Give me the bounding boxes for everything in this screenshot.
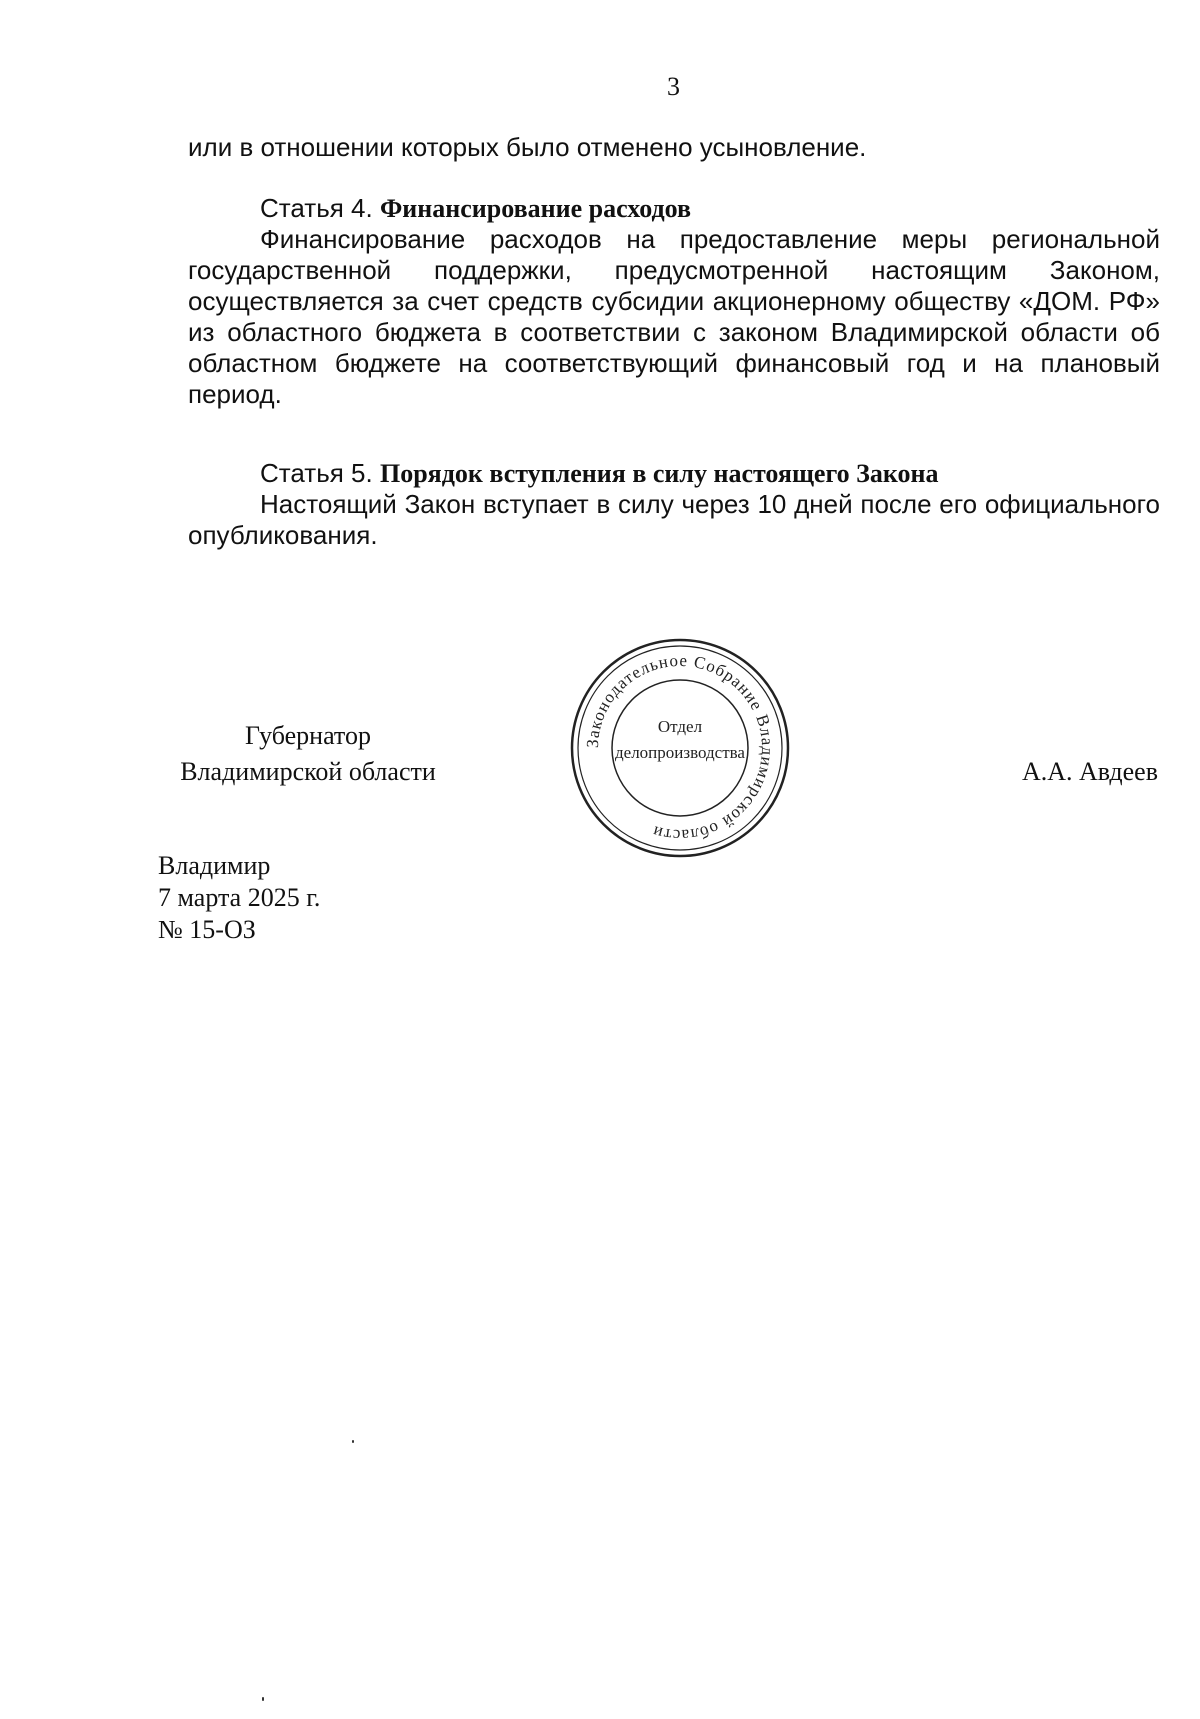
signature-name: А.А. Авдеев: [1021, 757, 1158, 786]
signature-position-line1: Губернатор: [245, 721, 371, 750]
intro-line: или в отношении которых было отменено усыновление.: [188, 132, 867, 162]
article-5-prefix: Статья 5.: [260, 458, 373, 488]
svg-text:Законодательное Собрание Влади: Законодательное Собрание Владимирской области: [582, 650, 778, 846]
scan-speck: [262, 1697, 264, 1701]
signature-position-line2: Владимирской области: [180, 757, 436, 786]
article-4-prefix: Статья 4.: [260, 193, 373, 223]
article-4-title: Финансирование расходов: [379, 194, 692, 223]
article-4-text: Финансирование расходов на предоставление меры региональной государственной поддержки, предусмотренной настоящим Законом, осуществляется за счет средств субсидии акционерному обществу «ДОМ. РФ» из областного бюджета в соответствии с законом Владимирской области об областном бюджете на соответствующий финансовый год и на плановый период.: [188, 224, 1160, 409]
law-date: 7 марта 2025 г.: [158, 883, 321, 912]
article-4: [188, 193, 1160, 410]
intro-paragraph: [188, 132, 1160, 163]
official-stamp: [568, 636, 792, 860]
city: Владимир: [158, 851, 271, 880]
stamp-center-text: [568, 714, 792, 766]
stamp-center-line1: Отдел: [657, 717, 703, 736]
law-number: № 15-ОЗ: [158, 915, 256, 944]
article-4-heading: [188, 193, 1160, 224]
stamp-center-line2: делопроизводства: [615, 743, 745, 762]
article-5-heading: [188, 458, 1160, 489]
page-number: 3: [667, 72, 680, 101]
article-5: [188, 458, 1160, 551]
scan-speck: [352, 1440, 354, 1443]
article-5-title: Порядок вступления в силу настоящего Закона: [379, 459, 939, 488]
signature-position: [158, 718, 458, 790]
article-5-text: Настоящий Закон вступает в силу через 10 дней после его официального опубликования.: [188, 489, 1160, 550]
place-date-block: [158, 850, 320, 946]
